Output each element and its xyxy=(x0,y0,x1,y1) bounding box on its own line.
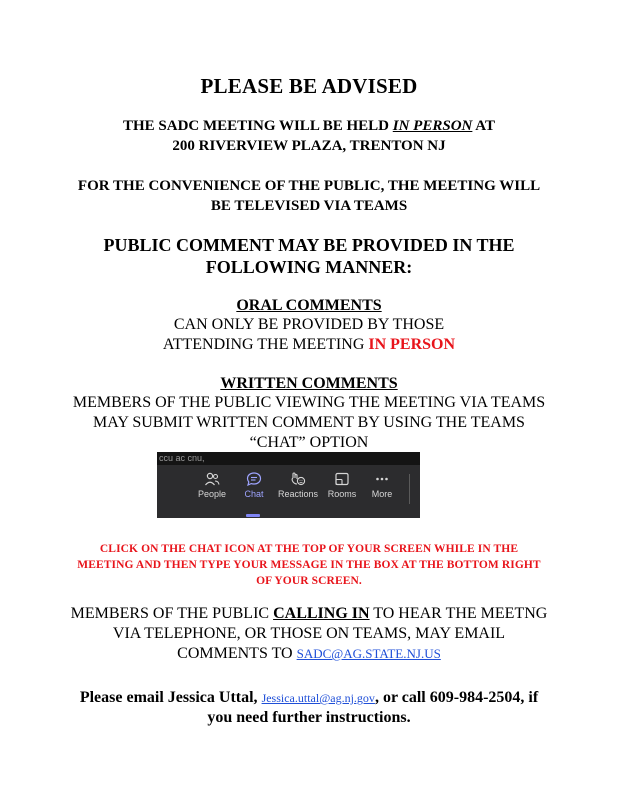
teams-toolbar-screenshot xyxy=(157,452,420,518)
in-person-red: IN PERSON xyxy=(368,336,456,353)
convenience-notice: FOR THE CONVENIENCE OF THE PUBLIC, THE MEETING WILL BE TELEVISED VIA TEAMS xyxy=(77,178,541,214)
chat-active-indicator xyxy=(246,514,260,517)
toolbar-divider xyxy=(409,474,410,504)
toolbar-top-strip: ccu ac cnu, xyxy=(157,452,420,465)
jessica-email-link[interactable]: Jessica.uttal@ag.nj.gov xyxy=(261,691,375,705)
oral-comments-section: ORAL COMMENTS CAN ONLY BE PROVIDED BY THOSE ATTENDING THE MEETING IN PERSON xyxy=(0,297,618,355)
calling-in-section: MEMBERS OF THE PUBLIC CALLING IN TO HEAR THE MEETNG VIA TELEPHONE, OR THOSE ON TEAMS, MAY EMAIL COMMENTS TO SADC@AG.STATE.NJ.US xyxy=(70,605,548,662)
reactions-icon xyxy=(290,472,306,486)
public-comment-heading: PUBLIC COMMENT MAY BE PROVIDED IN THE FOLLOWING MANNER: xyxy=(103,235,515,277)
chat-button[interactable]: Chat xyxy=(231,472,277,514)
oral-comments-title: ORAL COMMENTS xyxy=(236,297,382,314)
venue-notice xyxy=(0,116,618,156)
contact-section: Please email Jessica Uttal, Jessica.uttal@ag.nj.gov, or call 609-984-2504, if you need further instructions. xyxy=(79,689,539,726)
written-comments-title: WRITTEN COMMENTS xyxy=(220,375,398,392)
chat-icon xyxy=(246,472,262,486)
venue-line-2: 200 RIVERVIEW PLAZA, TRENTON NJ xyxy=(172,138,446,154)
in-person-emphasis: IN PERSON xyxy=(392,118,473,134)
sadc-email-link[interactable]: SADC@AG.STATE.NJ.US xyxy=(296,646,441,661)
people-button[interactable]: People xyxy=(189,472,235,514)
venue-line-1: THE SADC MEETING WILL BE HELD IN PERSON AT xyxy=(122,118,496,134)
more-button[interactable]: More xyxy=(359,472,405,514)
rooms-button[interactable]: Rooms xyxy=(319,472,365,514)
calling-in-emphasis: CALLING IN xyxy=(273,605,370,622)
people-icon xyxy=(204,472,220,486)
rooms-icon xyxy=(334,472,350,486)
page-title: PLEASE BE ADVISED xyxy=(200,74,418,98)
more-icon xyxy=(374,472,390,486)
written-comments-section: WRITTEN COMMENTS MEMBERS OF THE PUBLIC VIEWING THE MEETING VIA TEAMS MAY SUBMIT WRITTEN COMMENT BY USING THE TEAMS “CHAT” OPTION xyxy=(0,375,618,453)
reactions-button[interactable]: Reactions xyxy=(275,472,321,514)
chat-instructions: CLICK ON THE CHAT ICON AT THE TOP OF YOUR SCREEN WHILE IN THE MEETING AND THEN TYPE YOUR MESSAGE IN THE BOX AT THE BOTTOM RIGHT OF YOUR SCREEN. xyxy=(77,543,541,587)
